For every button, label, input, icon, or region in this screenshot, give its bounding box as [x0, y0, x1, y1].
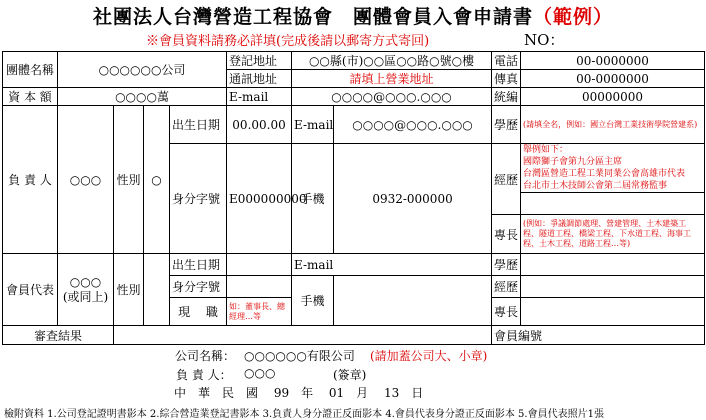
member-number-cell[interactable]: [492, 326, 705, 345]
rep-birth-value[interactable]: [227, 254, 292, 276]
owner-education-value[interactable]: (請填全名，例如：國立台灣工業技術學院營建系): [521, 106, 705, 144]
rep-mobile-label: 手機: [292, 276, 334, 326]
rep-mobile-value[interactable]: [334, 276, 492, 326]
owner-experience-label: 經歷: [492, 144, 521, 215]
org-name-label: 團體名稱: [3, 52, 58, 88]
mail-address-label: 通訊地址: [227, 70, 292, 88]
owner-gender-label: 性別: [114, 106, 144, 254]
owner-mobile-value[interactable]: 0932-000000: [334, 144, 492, 254]
mail-address-value[interactable]: 請填上營業地址: [292, 70, 492, 88]
tax-id-value[interactable]: 00000000: [521, 88, 705, 106]
title-text: 社團法人台灣營造工程協會 團體會員入會申請書: [92, 6, 533, 28]
rep-specialty-label: 專長: [492, 298, 521, 326]
rep-id-value[interactable]: [227, 276, 292, 298]
phone-value[interactable]: 00-0000000: [521, 52, 705, 70]
page-title: [0, 2, 706, 29]
application-form-table: [2, 51, 705, 345]
owner-education-label: 學歷: [492, 106, 521, 144]
date-text: 中 華 民 國 99 年 01 月 13 日: [174, 386, 424, 400]
number-label: NO：: [524, 31, 565, 49]
title-example-note: （範例）: [533, 6, 614, 28]
rep-education-value[interactable]: [521, 254, 705, 276]
member-number-label: 會員編號: [494, 328, 543, 343]
phone-label: 電話: [492, 52, 521, 70]
company-email-value[interactable]: ○○○○@○○○.○○○: [292, 88, 492, 106]
fax-label: 傳真: [492, 70, 521, 88]
owner-specialty-value[interactable]: (例如：爭議調節處理、營建管理、土木建築工程、隧道工程、橋梁工程、下水道工程、海事工程、土木工程、道路工程…等): [521, 215, 705, 254]
rep-name-value: ○○○: [69, 274, 102, 289]
rep-experience-value[interactable]: [521, 276, 705, 298]
rep-name-note: (或同上): [62, 289, 109, 304]
rep-title-label: 現 職: [170, 298, 227, 326]
signature-note: (簽章): [333, 368, 367, 382]
owner-specialty-label: 專長: [492, 215, 521, 254]
signature-owner-label: 負 責 人：: [176, 368, 232, 382]
owner-label: 負 責 人: [3, 106, 58, 254]
owner-email-label: E-mail: [292, 106, 334, 144]
owner-experience-example[interactable]: [521, 144, 705, 193]
experience-example-label: 舉例如下：: [523, 145, 569, 155]
owner-id-value[interactable]: E000000000: [227, 144, 292, 254]
company-name-label: 公司名稱：: [175, 349, 236, 363]
rep-gender-value[interactable]: [144, 254, 170, 326]
rep-gender-label: 性別: [114, 254, 144, 326]
owner-birth-label: 出生日期: [170, 106, 227, 144]
org-name-value[interactable]: ○○○○○○公司: [58, 52, 227, 88]
rep-experience-label: 經歷: [492, 276, 521, 298]
experience-line: 台北市土木技師公會第二屆常務監事: [523, 181, 668, 191]
experience-line: 國際獅子會第九分區主席: [523, 157, 623, 167]
owner-gender-value[interactable]: ○: [144, 106, 170, 254]
owner-name-value[interactable]: ○○○: [58, 106, 114, 254]
reg-address-value[interactable]: ○○縣(市)○○區○○路○號○樓: [292, 52, 492, 70]
reg-address-label: 登記地址: [227, 52, 292, 70]
owner-experience-blank[interactable]: [521, 193, 705, 215]
rep-birth-label: 出生日期: [170, 254, 227, 276]
company-seal-note: (請加蓋公司大、小章): [370, 349, 488, 363]
rep-email-label: E-mail: [292, 254, 492, 276]
rep-education-label: 學歷: [492, 254, 521, 276]
rep-specialty-value[interactable]: [521, 298, 705, 326]
review-result-label: 審查結果: [3, 326, 114, 345]
owner-email-value[interactable]: ○○○○@○○○.○○○: [334, 106, 492, 144]
rep-label: 會員代表: [3, 254, 58, 326]
review-result-value[interactable]: [114, 326, 492, 345]
rep-name-cell[interactable]: [58, 254, 114, 326]
owner-mobile-label: 手機: [292, 144, 334, 254]
rep-title-value[interactable]: 如：董事長、總經理…等: [227, 298, 292, 326]
company-email-label: E-mail: [227, 88, 292, 106]
owner-birth-value[interactable]: 00.00.00: [227, 106, 292, 144]
capital-value[interactable]: ○○○○萬: [58, 88, 227, 106]
company-name-value: ○○○○○○有限公司: [244, 349, 355, 363]
signature-owner-value: ○○○: [244, 366, 276, 380]
owner-id-label: 身分字號: [170, 144, 227, 254]
attachments-note: 檢附資料 1.公司登記證明書影本 2.綜合營造業登記書影本 3.負責人身分證正反面影本 4.會員代表身分證正反面影本 5.會員代表照片1張: [4, 409, 604, 420]
capital-label: 資 本 額: [3, 88, 58, 106]
fax-value[interactable]: 00-0000000: [521, 70, 705, 88]
rep-id-label: 身分字號: [170, 276, 227, 298]
experience-line: 台灣區營造工程工業同業公會高雄市代表: [523, 169, 686, 179]
tax-id-label: 統編: [492, 88, 521, 106]
instruction-text: ※會員資料請務必詳填(完成後請以郵寄方式寄回): [146, 34, 430, 49]
